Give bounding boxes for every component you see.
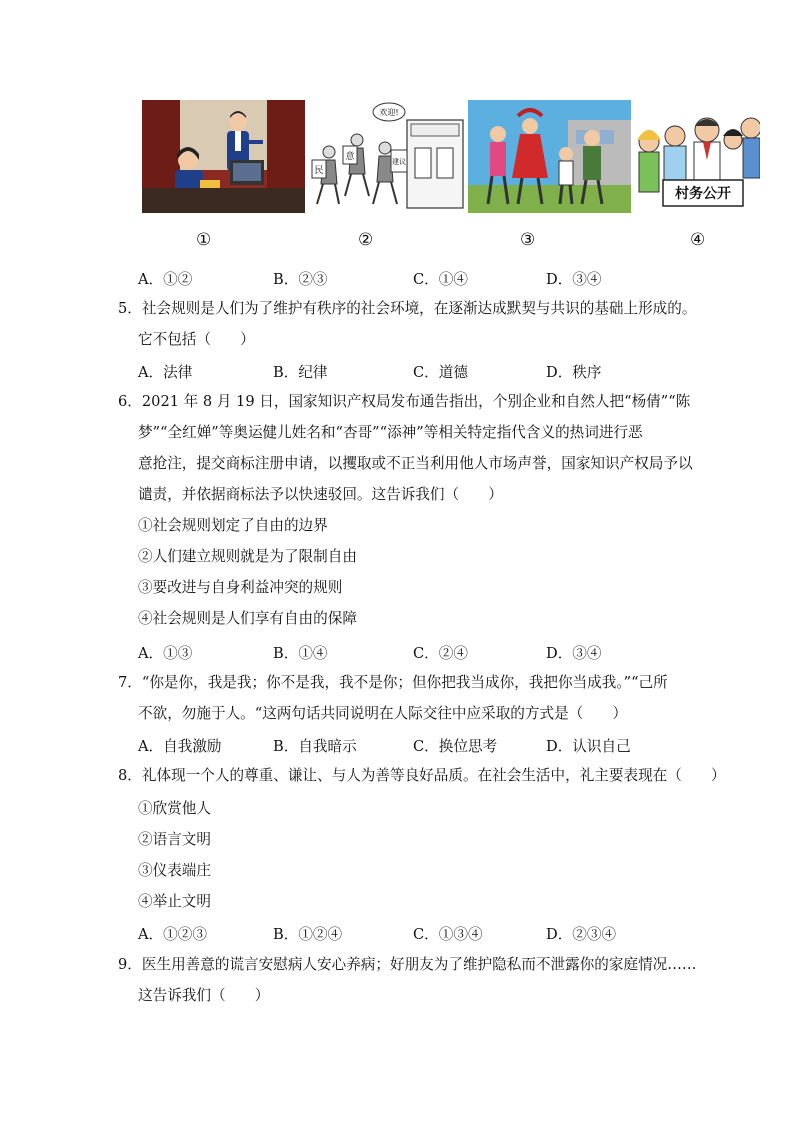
q8-option-c[interactable]: C．①③④ bbox=[413, 926, 483, 943]
panel-label-2: ② bbox=[358, 230, 374, 250]
q6-option-b[interactable]: B．①④ bbox=[273, 645, 328, 662]
panel-2-sign-2: 意 bbox=[345, 152, 355, 162]
panel-2-suggestion-image bbox=[307, 100, 465, 213]
panel-1-courtroom-image bbox=[142, 100, 305, 213]
panel-3-family-image bbox=[468, 100, 631, 213]
q4-option-b[interactable]: B．②③ bbox=[273, 271, 328, 288]
q7-option-b[interactable]: B．自我暗示 bbox=[273, 738, 357, 755]
panel-2-sign-3: 建议 bbox=[392, 158, 406, 166]
q5-stem-line-1: 5．社会规则是人们为了维护有秩序的社会环境，在逐渐达成默契与共识的基础上形成的。 bbox=[118, 300, 697, 317]
q6-option-a[interactable]: A．①③ bbox=[138, 645, 193, 662]
q6-option-d[interactable]: D．③④ bbox=[546, 645, 602, 662]
q8-option-b[interactable]: B．①②④ bbox=[273, 926, 343, 943]
q6-statement-4: ④社会规则是人们享有自由的保障 bbox=[138, 610, 357, 627]
q7-option-d[interactable]: D．认识自己 bbox=[546, 738, 631, 755]
q8-options bbox=[138, 923, 698, 943]
illustration-strip bbox=[140, 100, 760, 215]
panel-labels bbox=[0, 230, 794, 254]
q8-statement-4: ④举止文明 bbox=[138, 893, 211, 910]
q7-options bbox=[138, 735, 698, 755]
panel-label-4: ④ bbox=[690, 230, 706, 250]
panel-label-3: ③ bbox=[520, 230, 536, 250]
q6-statement-2: ②人们建立规则就是为了限制自由 bbox=[138, 548, 357, 565]
panel-4-village-affairs-image bbox=[635, 100, 760, 213]
q7-stem-line-1: 7．“你是你，我是我；你不是我，我不是你；但你把我当成你，我把你当成我。”“己所 bbox=[118, 674, 668, 691]
panel-label-1: ① bbox=[196, 230, 212, 250]
q8-statement-3: ③仪表端庄 bbox=[138, 862, 211, 879]
q6-option-c[interactable]: C．②④ bbox=[413, 645, 468, 662]
q6-stem-line-4: 谴责，并依据商标法予以快速驳回。这告诉我们（ ） bbox=[138, 486, 503, 503]
q8-statement-2: ②语言文明 bbox=[138, 831, 211, 848]
q6-stem-line-3: 意抢注，提交商标注册申请，以攫取或不正当利用他人市场声誉，国家知识产权局予以 bbox=[138, 455, 693, 472]
q7-option-a[interactable]: A．自我激励 bbox=[138, 738, 222, 755]
q9-stem-line-2: 这告诉我们（ ） bbox=[138, 987, 270, 1004]
panel-2-bubble-text: 欢迎! bbox=[379, 108, 399, 117]
q5-option-a[interactable]: A．法律 bbox=[138, 364, 193, 381]
q7-stem-line-2: 不欲，勿施于人。“这两句话共同说明在人际交往中应采取的方式是（ ） bbox=[138, 705, 628, 722]
q8-statement-1: ①欣赏他人 bbox=[138, 800, 211, 817]
q6-stem-line-2: 梦”“全红婵”等奥运健儿姓名和“杏哥”“添神”等相关特定指代含义的热词进行恶 bbox=[138, 424, 643, 441]
q6-statement-3: ③要改进与自身利益冲突的规则 bbox=[138, 579, 343, 596]
q9-stem-line-1: 9．医生用善意的谎言安慰病人安心养病；好朋友为了维护隐私而不泄露你的家庭情况…… bbox=[118, 956, 697, 973]
q5-option-b[interactable]: B．纪律 bbox=[273, 364, 328, 381]
q4-options bbox=[138, 268, 698, 288]
q5-option-d[interactable]: D．秩序 bbox=[546, 364, 602, 381]
q5-option-c[interactable]: C．道德 bbox=[413, 364, 468, 381]
q4-option-c[interactable]: C．①④ bbox=[413, 271, 468, 288]
panel-4-sign-text: 村务公开 bbox=[675, 186, 731, 202]
q7-option-c[interactable]: C．换位思考 bbox=[413, 738, 498, 755]
panel-2-sign-1: 民 bbox=[314, 166, 324, 176]
q4-option-d[interactable]: D．③④ bbox=[546, 271, 602, 288]
q6-options bbox=[138, 642, 698, 662]
q6-stem-line-1: 6．2021 年 8 月 19 日，国家知识产权局发布通告指出，个别企业和自然人把“杨倩”“陈 bbox=[118, 393, 691, 410]
q8-option-a[interactable]: A．①②③ bbox=[138, 926, 207, 943]
q6-statement-1: ①社会规则划定了自由的边界 bbox=[138, 517, 328, 534]
q5-options bbox=[138, 361, 698, 381]
q4-option-a[interactable]: A．①② bbox=[138, 271, 193, 288]
q8-stem-line-1: 8．礼体现一个人的尊重、谦让、与人为善等良好品质。在社会生活中，礼主要表现在（ ） bbox=[118, 767, 726, 784]
q8-option-d[interactable]: D．②③④ bbox=[546, 926, 617, 943]
q5-stem-line-2: 它不包括（ ） bbox=[138, 331, 255, 348]
